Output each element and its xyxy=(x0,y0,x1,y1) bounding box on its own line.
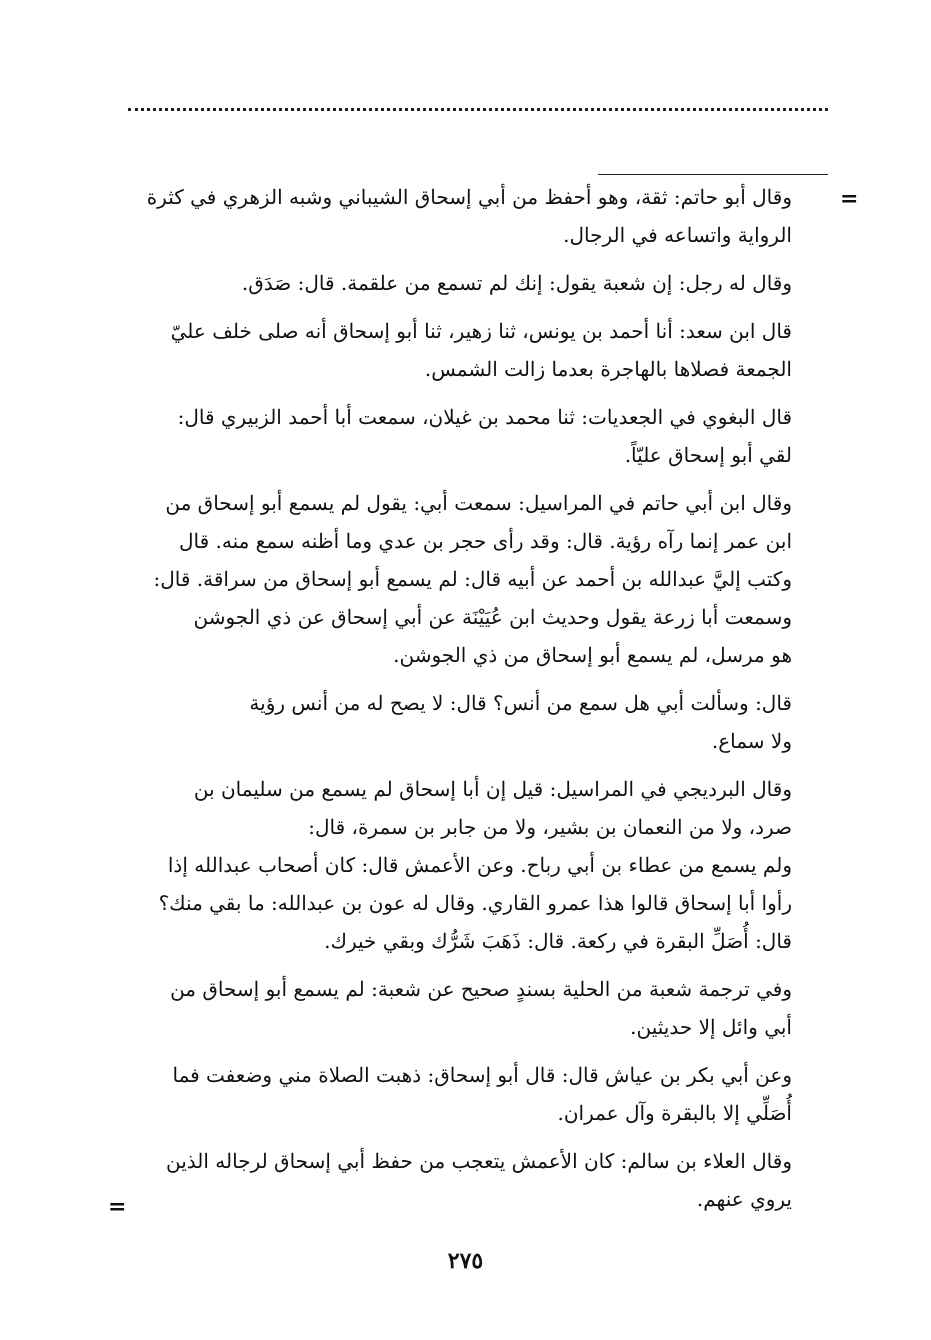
paragraph: وعن أبي بكر بن عياش قال: قال أبو إسحاق: ذهبت الصلاة مني وضعفت فما أُصَلِّي إلا بالبقرة وآل عمران. xyxy=(172,1063,792,1125)
paragraph: وقال العلاء بن سالم: كان الأعمش يتعجب من حفظ أبي إسحاق لرجاله الذين يروي عنهم. xyxy=(166,1149,792,1211)
continuation-mark-top: = xyxy=(840,186,859,212)
paragraph: وقال البرديجي في المراسيل: قيل إن أبا إسحاق لم يسمع من سليمان بن صرد، ولا من النعمان بن بشير، ولا من جابر بن سمرة، قال: ولم يسمع من عطاء بن أبي رباح. وعن الأعمش قال: كان أصحاب عبدالله إذا رأوا أبا إسحاق قالوا هذا عمرو القاري. وقال له عون بن عبدالله: ما بقي منك؟ قال: أُصَلِّ البقرة في ركعة. قال: ذَهَبَ شَرُّك وبقي خيرك. xyxy=(158,777,792,953)
continuation-mark-bottom: = xyxy=(108,1194,127,1220)
paragraph: وقال أبو حاتم: ثقة، وهو أحفظ من أبي إسحاق الشيباني وشبه الزهري في كثرة الرواية واتساعه في الرجال. xyxy=(146,185,792,247)
page-number: ٢٧٥ xyxy=(447,1248,484,1274)
paragraph: وقال له رجل: إن شعبة يقول: إنك لم تسمع من علقمة. قال: صَدَق. xyxy=(241,271,792,295)
top-rule xyxy=(598,174,828,175)
body-text xyxy=(132,178,792,1228)
paragraph: وفي ترجمة شعبة من الحلية بسندٍ صحيح عن شعبة: لم يسمع أبو إسحاق من أبي وائل إلا حديثين. xyxy=(170,977,792,1039)
paragraph: قال ابن سعد: أنا أحمد بن يونس، ثنا زهير، ثنا أبو إسحاق أنه صلى خلف عليّ الجمعة فصلاها بالهاجرة بعدما زالت الشمس. xyxy=(170,319,792,381)
paragraph: قال البغوي في الجعديات: ثنا محمد بن غيلان، سمعت أبا أحمد الزبيري قال: لقي أبو إسحاق عليّاً. xyxy=(177,405,792,467)
dotted-separator xyxy=(128,108,828,125)
paragraph: وقال ابن أبي حاتم في المراسيل: سمعت أبي: يقول لم يسمع أبو إسحاق من ابن عمر إنما رآه رؤية. قال: وقد رأى حجر بن عدي وما أظنه سمع منه. قال وكتب إليَّ عبدالله بن أحمد عن أبيه قال: لم يسمع أبو إسحاق من سراقة. قال: وسمعت أبا زرعة يقول وحديث ابن عُيَيْنَة عن أبي إسحاق عن ذي الجوشن هو مرسل، لم يسمع أبو إسحاق من ذي الجوشن. xyxy=(153,491,792,667)
paragraph: قال: وسألت أبي هل سمع من أنس؟ قال: لا يصح له من أنس رؤية ولا سماع. xyxy=(249,691,792,753)
